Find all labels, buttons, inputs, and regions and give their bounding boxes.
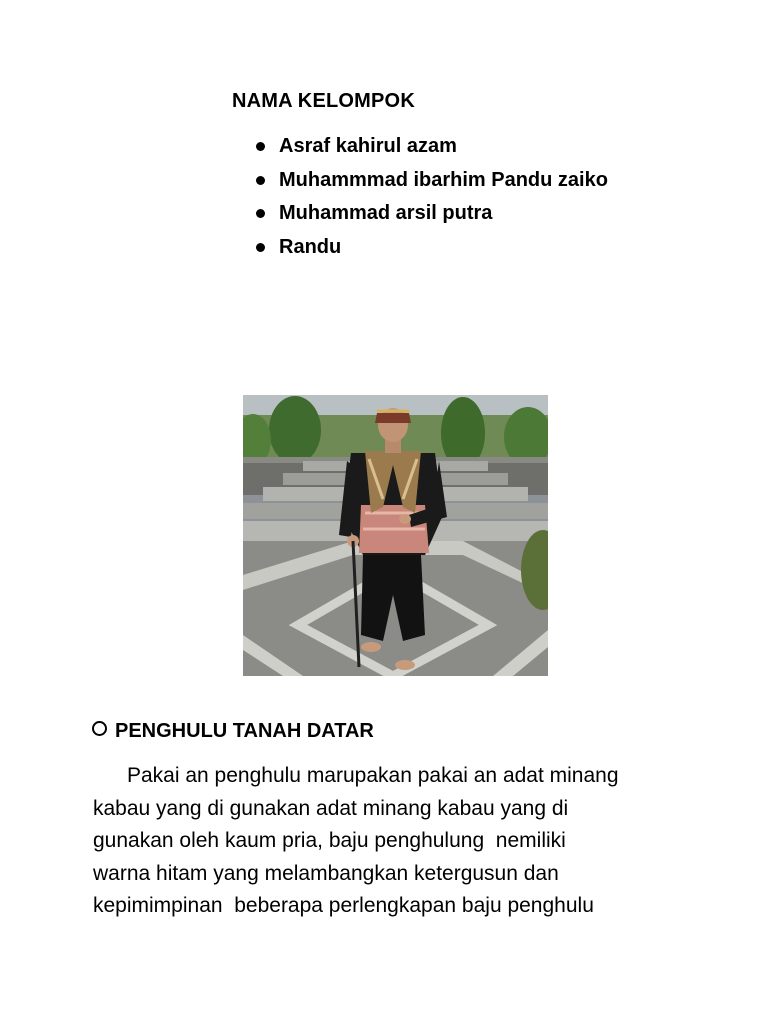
bullet-icon xyxy=(256,209,265,218)
member-list xyxy=(256,130,608,264)
paragraph-line: Pakai an penghulu marupakan pakai an adat minang xyxy=(127,764,619,787)
section-heading xyxy=(92,720,374,743)
list-item xyxy=(256,130,608,164)
bullet-icon xyxy=(256,176,265,185)
paragraph-line: kabau yang di gunakan adat minang kabau yang di xyxy=(93,796,569,820)
circle-bullet-icon xyxy=(92,721,107,736)
member-name: Asraf kahirul azam xyxy=(279,135,457,157)
list-item xyxy=(256,197,608,231)
traditional-attire-photo xyxy=(243,395,548,676)
member-name: Muhammmad ibarhim Pandu zaiko xyxy=(279,168,608,191)
list-item xyxy=(256,231,608,265)
section-heading-text: PENGHULU TANAH DATAR xyxy=(115,720,374,742)
member-name: Muhammad arsil putra xyxy=(279,202,493,224)
paragraph-line: gunakan oleh kaum pria, baju penghulung nemiliki xyxy=(93,829,566,852)
paragraph-line: kepimimpinan beberapa perlengkapan baju penghulu xyxy=(93,894,594,917)
group-title: NAMA KELOMPOK xyxy=(232,90,415,112)
paragraph-line: warna hitam yang melambangkan ketergusun dan xyxy=(93,861,559,885)
body-paragraph xyxy=(93,760,693,923)
member-name: Randu xyxy=(279,235,342,258)
bullet-icon xyxy=(256,142,265,151)
list-item xyxy=(256,164,608,198)
bullet-icon xyxy=(256,243,265,252)
